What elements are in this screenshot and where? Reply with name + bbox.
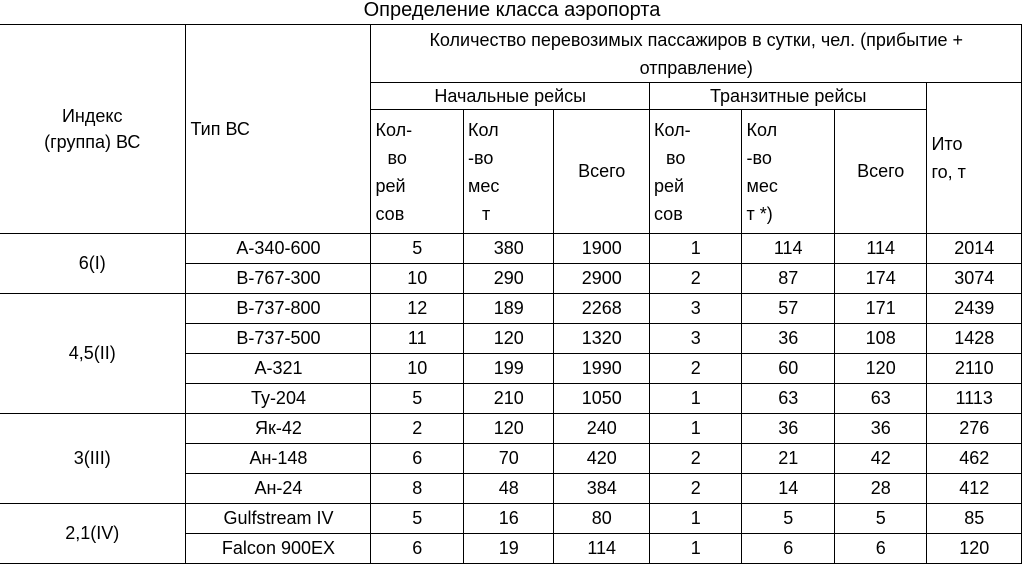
header-line: т — [481, 203, 491, 224]
initial-seats-cell: 380 — [463, 234, 553, 264]
initial-flights-cell: 2 — [371, 414, 464, 444]
header-initial-seats — [463, 110, 553, 234]
table-row — [0, 504, 1022, 534]
initial-flights-cell: 6 — [371, 534, 464, 564]
group-label: 3(III) — [0, 414, 186, 504]
header-line: во — [665, 147, 686, 168]
transit-total-cell: 6 — [834, 534, 927, 564]
initial-total-cell: 1050 — [554, 384, 650, 414]
initial-flights-cell: 5 — [371, 504, 464, 534]
grand-total-cell: 412 — [927, 474, 1022, 504]
initial-seats-cell: 199 — [463, 354, 553, 384]
aircraft-type-cell: А-340-600 — [186, 234, 371, 264]
transit-total-cell: 36 — [834, 414, 927, 444]
transit-flights-cell: 1 — [649, 234, 742, 264]
grand-total-cell: 85 — [927, 504, 1022, 534]
transit-seats-cell: 87 — [742, 264, 834, 294]
grand-total-cell: 3074 — [927, 264, 1022, 294]
initial-total-cell: 80 — [554, 504, 650, 534]
header-initial-total: Всего — [554, 110, 650, 234]
initial-flights-cell: 5 — [371, 234, 464, 264]
header-row-1 — [0, 25, 1022, 83]
initial-seats-cell: 16 — [463, 504, 553, 534]
transit-flights-cell: 1 — [649, 504, 742, 534]
transit-flights-cell: 2 — [649, 474, 742, 504]
grand-total-cell: 1113 — [927, 384, 1022, 414]
initial-total-cell: 1320 — [554, 324, 650, 354]
initial-total-cell: 2268 — [554, 294, 650, 324]
grand-total-cell: 120 — [927, 534, 1022, 564]
initial-seats-cell: 210 — [463, 384, 553, 414]
initial-flights-cell: 5 — [371, 384, 464, 414]
header-transit-flights-count — [649, 110, 742, 234]
initial-flights-cell: 11 — [371, 324, 464, 354]
aircraft-type-cell: Як-42 — [186, 414, 371, 444]
transit-flights-cell: 1 — [649, 414, 742, 444]
header-initial-flights-count — [371, 110, 464, 234]
initial-seats-cell: 189 — [463, 294, 553, 324]
aircraft-type-cell: В-737-500 — [186, 324, 371, 354]
transit-seats-cell: 36 — [742, 324, 834, 354]
header-line: Кол — [746, 119, 778, 140]
transit-seats-cell: 14 — [742, 474, 834, 504]
header-line: сов — [653, 203, 683, 224]
transit-total-cell: 114 — [834, 234, 927, 264]
initial-total-cell: 384 — [554, 474, 650, 504]
header-passengers — [371, 25, 1022, 83]
transit-seats-cell: 63 — [742, 384, 834, 414]
initial-seats-cell: 120 — [463, 324, 553, 354]
header-line: Кол- — [653, 119, 691, 140]
header-transit-seats — [742, 110, 834, 234]
initial-flights-cell: 10 — [371, 264, 464, 294]
transit-flights-cell: 1 — [649, 534, 742, 564]
aircraft-type-cell: Ан-148 — [186, 444, 371, 474]
grand-total-line: Ито — [931, 134, 963, 154]
initial-total-cell: 2900 — [554, 264, 650, 294]
initial-seats-cell: 48 — [463, 474, 553, 504]
aircraft-type-cell: В-737-800 — [186, 294, 371, 324]
grand-total-cell: 462 — [927, 444, 1022, 474]
group-label: 6(I) — [0, 234, 186, 294]
header-line: Кол — [467, 119, 499, 140]
header-line: -во — [467, 147, 494, 168]
transit-total-cell: 5 — [834, 504, 927, 534]
initial-total-cell: 1990 — [554, 354, 650, 384]
transit-flights-cell: 3 — [649, 294, 742, 324]
header-type: Тип ВС — [186, 25, 371, 234]
header-passengers-text: Количество перевозимых пассажиров в сутки, чел. (прибытие + отправление) — [429, 29, 964, 78]
initial-seats-cell: 70 — [463, 444, 553, 474]
header-transit-total: Всего — [834, 110, 927, 234]
initial-total-cell: 420 — [554, 444, 650, 474]
initial-flights-cell: 10 — [371, 354, 464, 384]
page-title: Определение класса аэропорта — [363, 0, 661, 21]
table-body — [0, 234, 1022, 564]
airport-class-table — [0, 24, 1022, 564]
header-line: Кол- — [375, 119, 413, 140]
aircraft-type-cell: Falcon 900EX — [186, 534, 371, 564]
table-row — [0, 294, 1022, 324]
header-line: т *) — [746, 203, 773, 224]
grand-total-line: го, т — [931, 162, 966, 182]
header-line: мес — [467, 175, 500, 196]
transit-flights-cell: 2 — [649, 354, 742, 384]
transit-flights-cell: 1 — [649, 384, 742, 414]
transit-seats-cell: 6 — [742, 534, 834, 564]
transit-total-cell: 28 — [834, 474, 927, 504]
transit-total-cell: 108 — [834, 324, 927, 354]
aircraft-type-cell: А-321 — [186, 354, 371, 384]
grand-total-cell: 2439 — [927, 294, 1022, 324]
header-transit-flights: Транзитные рейсы — [649, 83, 927, 110]
initial-total-cell: 114 — [554, 534, 650, 564]
aircraft-type-cell: Ан-24 — [186, 474, 371, 504]
transit-total-cell: 42 — [834, 444, 927, 474]
header-initial-flights: Начальные рейсы — [371, 83, 650, 110]
transit-flights-cell: 3 — [649, 324, 742, 354]
transit-flights-cell: 2 — [649, 444, 742, 474]
grand-total-cell: 1428 — [927, 324, 1022, 354]
transit-total-cell: 120 — [834, 354, 927, 384]
transit-seats-cell: 60 — [742, 354, 834, 384]
header-line: рей — [653, 175, 685, 196]
initial-seats-cell: 290 — [463, 264, 553, 294]
header-line: мес — [746, 175, 778, 196]
header-index-group: Индекс (группа) ВС — [0, 25, 186, 234]
table-row — [0, 414, 1022, 444]
initial-flights-cell: 6 — [371, 444, 464, 474]
grand-total-cell: 2110 — [927, 354, 1022, 384]
transit-seats-cell: 5 — [742, 504, 834, 534]
header-line: -во — [746, 147, 772, 168]
aircraft-type-cell: Ту-204 — [186, 384, 371, 414]
table-row — [0, 234, 1022, 264]
aircraft-type-cell: Gulfstream IV — [186, 504, 371, 534]
header-line: сов — [375, 203, 405, 224]
transit-seats-cell: 21 — [742, 444, 834, 474]
initial-seats-cell: 19 — [463, 534, 553, 564]
header-line: во — [387, 147, 407, 168]
header-grand-total — [927, 83, 1022, 234]
grand-total-cell: 2014 — [927, 234, 1022, 264]
transit-seats-cell: 57 — [742, 294, 834, 324]
group-label: 4,5(II) — [0, 294, 186, 414]
aircraft-type-cell: В-767-300 — [186, 264, 371, 294]
transit-total-cell: 63 — [834, 384, 927, 414]
initial-flights-cell: 12 — [371, 294, 464, 324]
initial-total-cell: 1900 — [554, 234, 650, 264]
transit-total-cell: 174 — [834, 264, 927, 294]
transit-total-cell: 171 — [834, 294, 927, 324]
initial-seats-cell: 120 — [463, 414, 553, 444]
group-label: 2,1(IV) — [0, 504, 186, 564]
initial-total-cell: 240 — [554, 414, 650, 444]
transit-seats-cell: 36 — [742, 414, 834, 444]
initial-flights-cell: 8 — [371, 474, 464, 504]
header-line: рей — [375, 175, 406, 196]
grand-total-cell: 276 — [927, 414, 1022, 444]
transit-flights-cell: 2 — [649, 264, 742, 294]
transit-seats-cell: 114 — [742, 234, 834, 264]
